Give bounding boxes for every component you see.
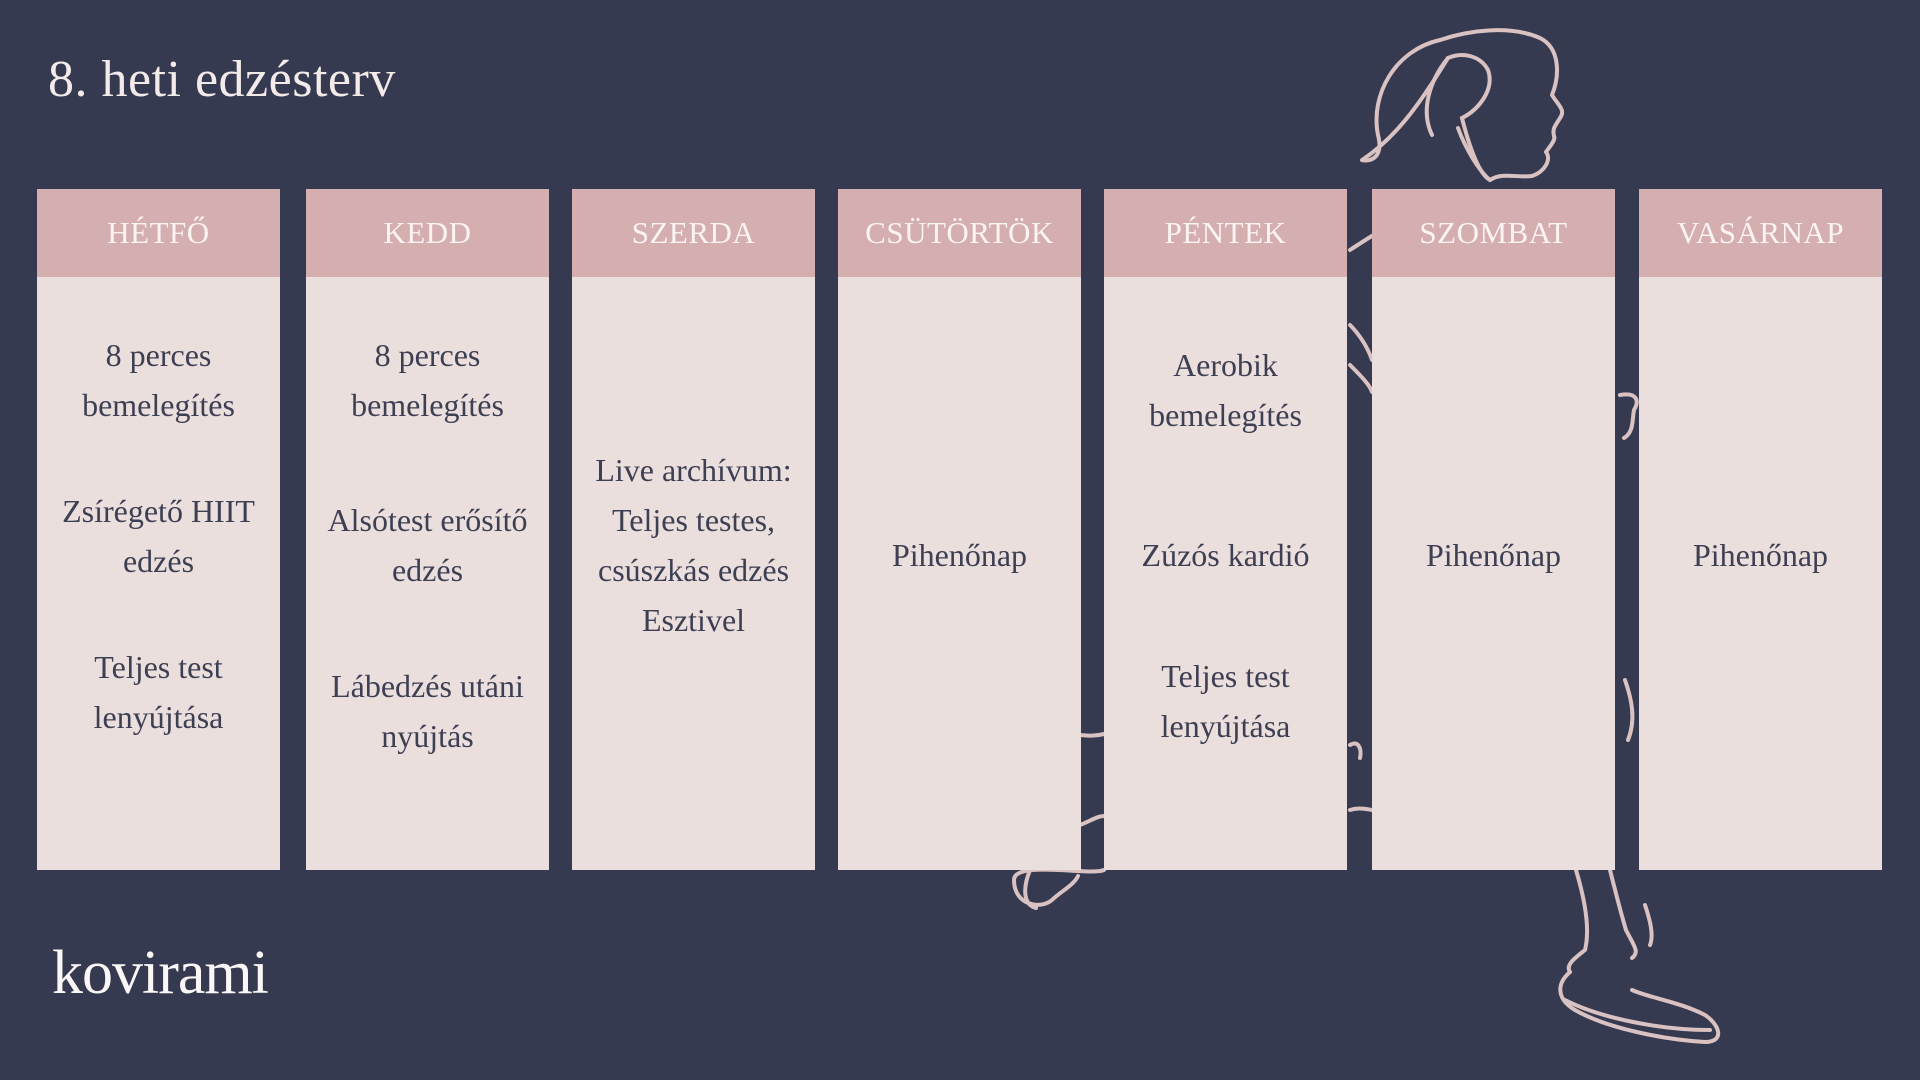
activity-item: Pihenőnap — [1692, 537, 1829, 573]
activity-item: 8 perces bemelegítés — [82, 337, 235, 423]
day-body-monday — [37, 277, 280, 870]
activity-item: Pihenőnap — [1425, 537, 1562, 573]
day-column-tuesday — [306, 189, 549, 870]
day-header-sunday: VASÁRNAP — [1639, 189, 1882, 277]
activity-item: Alsótest erősítő edzés — [327, 502, 528, 588]
day-column-friday — [1104, 189, 1347, 870]
activity-item: Live archívum: Teljes testes, csúszkás edzés Esztivel — [595, 452, 792, 638]
day-body-saturday — [1372, 277, 1615, 870]
day-column-monday — [37, 189, 280, 870]
day-column-saturday — [1372, 189, 1615, 870]
activity-item: Teljes test lenyújtása — [1160, 658, 1291, 744]
activity-item: Zsírégető HIIT edzés — [62, 493, 255, 579]
day-header-tuesday: KEDD — [306, 189, 549, 277]
activity-item: Teljes test lenyújtása — [93, 649, 224, 735]
day-header-monday: HÉTFŐ — [37, 189, 280, 277]
activity-item: 8 perces bemelegítés — [351, 337, 504, 423]
day-column-thursday — [838, 189, 1081, 870]
day-header-saturday: SZOMBAT — [1372, 189, 1615, 277]
day-header-thursday: CSÜTÖRTÖK — [838, 189, 1081, 277]
day-body-thursday — [838, 277, 1081, 870]
page-title: 8. heti edzésterv — [48, 51, 396, 108]
activity-item: Aerobik bemelegítés — [1149, 347, 1302, 433]
day-body-sunday — [1639, 277, 1882, 870]
day-header-friday: PÉNTEK — [1104, 189, 1347, 277]
day-body-tuesday — [306, 277, 549, 870]
day-column-wednesday — [572, 189, 815, 870]
day-body-friday — [1104, 277, 1347, 870]
brand-logo: kovirami — [52, 939, 268, 1007]
activity-item: Lábedzés utáni nyújtás — [331, 668, 524, 754]
day-body-wednesday — [572, 277, 815, 870]
day-column-sunday — [1639, 189, 1882, 870]
day-header-wednesday: SZERDA — [572, 189, 815, 277]
activity-item: Pihenőnap — [891, 537, 1028, 573]
activity-item: Zúzós kardió — [1141, 537, 1310, 573]
